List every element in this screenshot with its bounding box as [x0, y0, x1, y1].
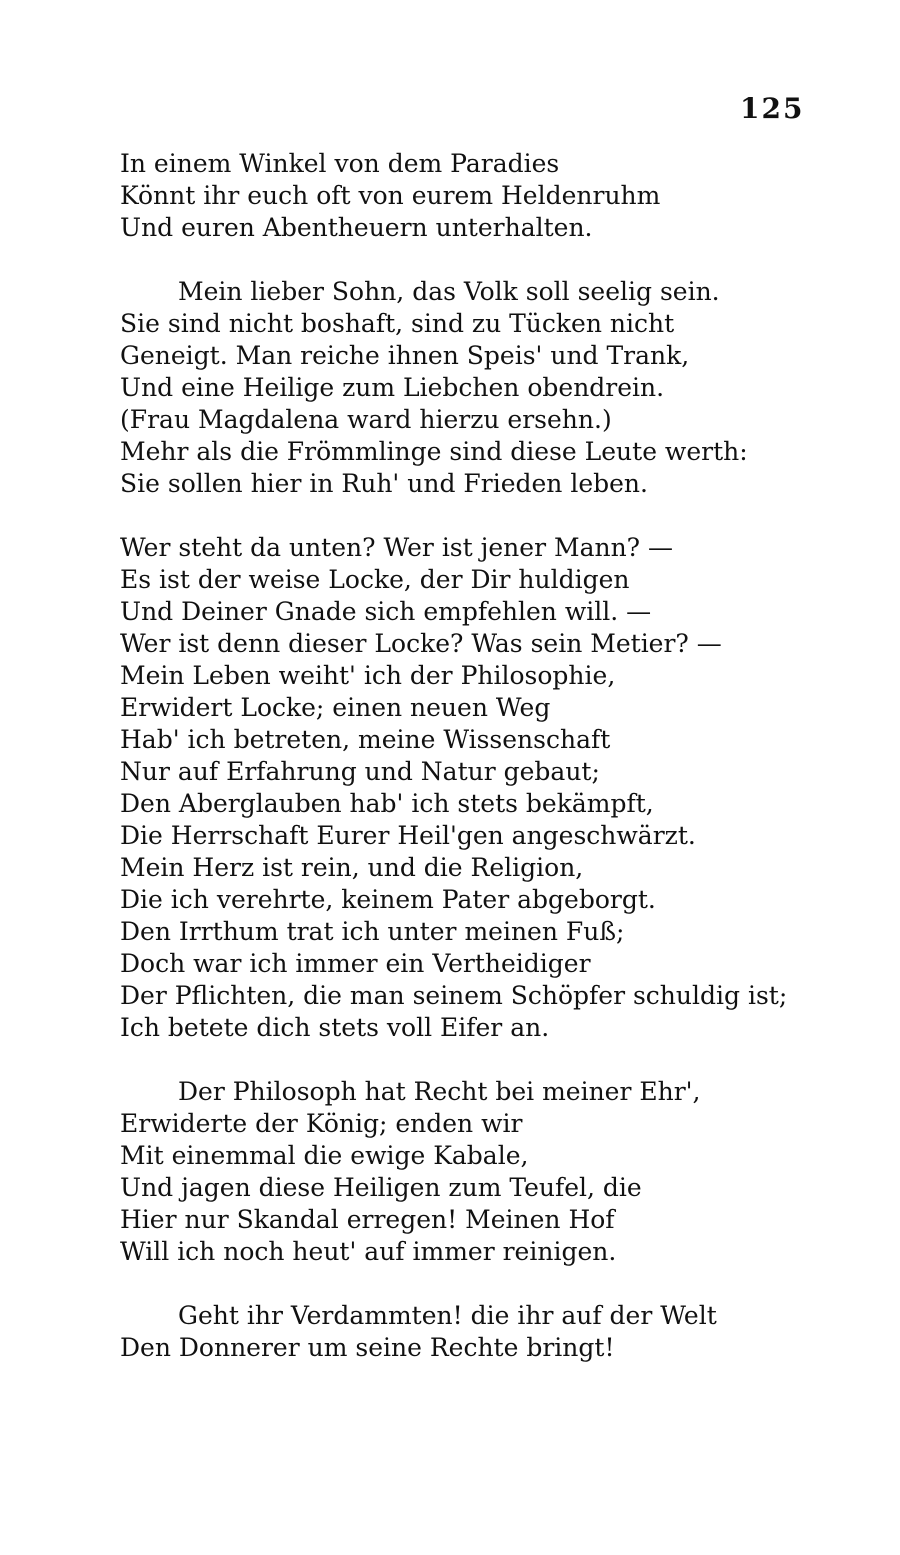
- verse-line: Wer ist denn dieser Locke? Was sein Metier? —: [120, 629, 722, 658]
- verse-line: Die ich verehrte, keinem Pater abgeborgt.: [120, 885, 656, 914]
- verse-line: Den Irrthum trat ich unter meinen Fuß;: [120, 917, 625, 946]
- verse-line: Der Pflichten, die man seinem Schöpfer schuldig ist;: [120, 981, 788, 1010]
- verse-line: Hier nur Skandal erregen! Meinen Hof: [120, 1205, 615, 1234]
- verse-line: Es ist der weise Locke, der Dir huldigen: [120, 565, 630, 594]
- verse-line: Und eine Heilige zum Liebchen obendrein.: [120, 373, 665, 402]
- stanza-1: [120, 148, 820, 244]
- stanza-4: [120, 1076, 820, 1268]
- verse-line: Wer steht da unten? Wer ist jener Mann? —: [120, 533, 674, 562]
- verse-line: Und jagen diese Heiligen zum Teufel, die: [120, 1173, 642, 1202]
- verse-line: Geht ihr Verdammten! die ihr auf der Welt: [178, 1301, 717, 1330]
- verse-line: Erwidert Locke; einen neuen Weg: [120, 693, 551, 722]
- verse-line: Hab' ich betreten, meine Wissenschaft: [120, 725, 611, 754]
- stanza-5: [120, 1300, 820, 1364]
- verse-line: Der Philosoph hat Recht bei meiner Ehr',: [178, 1077, 701, 1106]
- verse-line: Mein Leben weiht' ich der Philosophie,: [120, 661, 616, 690]
- verse-line: Und euren Abentheuern unterhalten.: [120, 213, 593, 242]
- verse-line: Geneigt. Man reiche ihnen Speis' und Trank,: [120, 341, 690, 370]
- verse-line: (Frau Magdalena ward hierzu ersehn.): [120, 405, 612, 434]
- verse-line: Die Herrschaft Eurer Heil'gen angeschwärzt.: [120, 821, 696, 850]
- page-number: 125: [740, 92, 805, 125]
- verse-line: In einem Winkel von dem Paradies: [120, 149, 560, 178]
- verse-line: Nur auf Erfahrung und Natur gebaut;: [120, 757, 600, 786]
- verse-line: Den Donnerer um seine Rechte bringt!: [120, 1333, 615, 1362]
- verse-line: Mehr als die Frömmlinge sind diese Leute werth:: [120, 437, 748, 466]
- verse-line: Will ich noch heut' auf immer reinigen.: [120, 1237, 617, 1266]
- verse-line: Mit einemmal die ewige Kabale,: [120, 1141, 529, 1170]
- verse-line: Erwiderte der König; enden wir: [120, 1109, 523, 1138]
- verse-line: Sie sollen hier in Ruh' und Frieden leben.: [120, 469, 648, 498]
- poem-text: [120, 148, 820, 1396]
- verse-line: Sie sind nicht boshaft, sind zu Tücken nicht: [120, 309, 675, 338]
- verse-line: Könnt ihr euch oft von eurem Heldenruhm: [120, 181, 661, 210]
- verse-line: Mein lieber Sohn, das Volk soll seelig sein.: [178, 277, 720, 306]
- stanza-3: [120, 532, 820, 1044]
- verse-line: Mein Herz ist rein, und die Religion,: [120, 853, 584, 882]
- verse-line: Ich betete dich stets voll Eifer an.: [120, 1013, 550, 1042]
- verse-line: Den Aberglauben hab' ich stets bekämpft,: [120, 789, 654, 818]
- verse-line: Und Deiner Gnade sich empfehlen will. —: [120, 597, 652, 626]
- verse-line: Doch war ich immer ein Vertheidiger: [120, 949, 591, 978]
- stanza-2: [120, 276, 820, 500]
